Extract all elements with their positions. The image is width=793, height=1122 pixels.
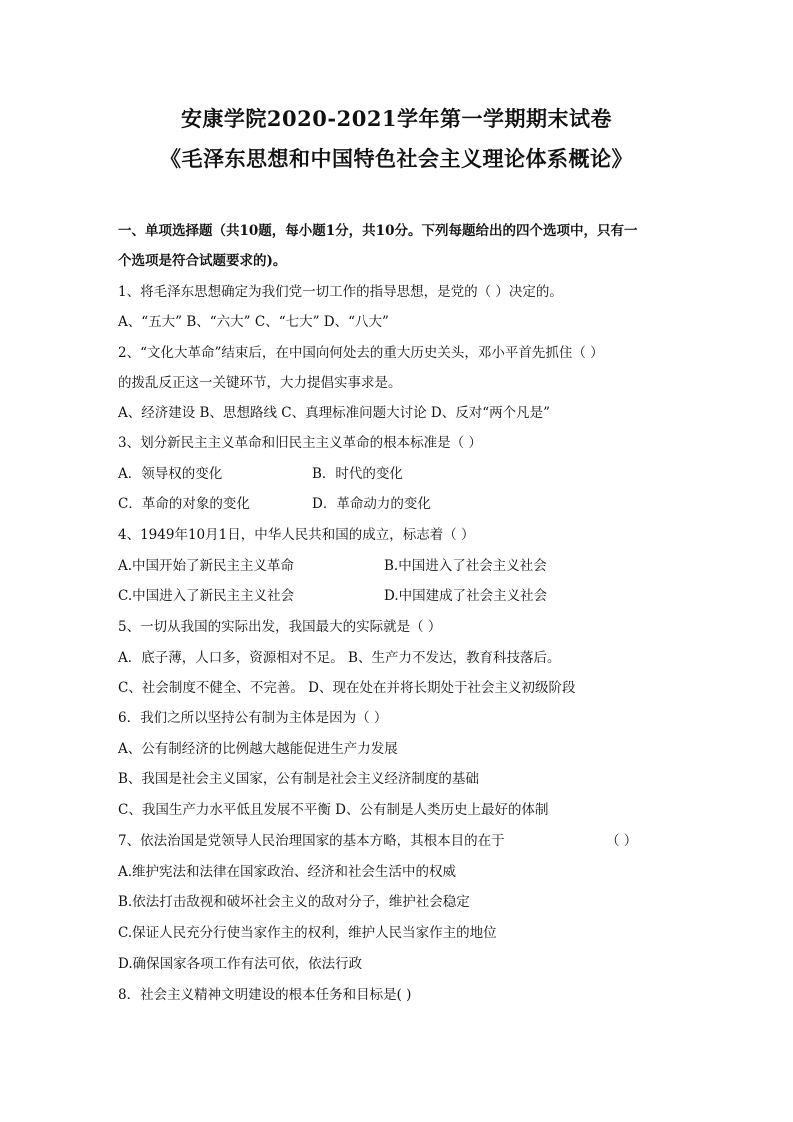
q4-option-c: C.中国进入了新民主主义社会: [118, 588, 295, 604]
q5-options-line2: C、社会制度不健全、不完善。 D、现在处在并将长期处于社会主义初级阶段: [118, 680, 576, 696]
q7-option-d: D.确保国家各项工作有法可依，依法行政: [118, 956, 363, 972]
q7-option-a: A.维护宪法和法律在国家政治、经济和社会生活中的权威: [118, 864, 457, 880]
q4-option-b: B.中国进入了社会主义社会: [384, 558, 547, 574]
q6-option-b: B、我国是社会主义国家，公有制是社会主义经济制度的基础: [118, 771, 479, 787]
section-heading-line2: 个选项是符合试题要求的)。: [118, 253, 287, 269]
q4-option-d: D.中国建成了社会主义社会: [384, 588, 548, 604]
q3-option-d: D．革命动力的变化: [312, 496, 431, 512]
q2-stem-line2: 的拨乱反正这一关键环节，大力提倡实事求是。: [118, 375, 402, 391]
q2-options: A、经济建设 B、思想路线 C、真理标准问题大讨论 D、反对“两个凡是”: [118, 405, 550, 421]
q7-option-b: B.依法打击敌视和破坏社会主义的敌对分子，维护社会稳定: [118, 894, 470, 910]
q1-options: A、“五大” B、“六大” C、“七大” D、“八大”: [118, 314, 389, 330]
section-heading-line1: 一、单项选择题（共10题，每小题1分，共10分。下列每题给出的四个选项中，只有一: [118, 223, 638, 239]
q7-option-c: C.保证人民充分行使当家作主的权利，维护人民当家作主的地位: [118, 925, 497, 941]
q3-option-c: C．革命的对象的变化: [118, 496, 250, 512]
q6-stem: 6．我们之所以坚持公有制为主体是因为（ ）: [118, 710, 388, 726]
exam-title: 安康学院2020-2021学年第一学期期末试卷: [180, 106, 613, 131]
q5-options-line1: A．底子薄，人口多，资源相对不足。 B、生产力不发达，教育科技落后。: [118, 650, 561, 666]
q1-stem: 1、将毛泽东思想确定为我们党一切工作的指导思想，是党的（ ）决定的。: [118, 284, 563, 300]
q7-answer-paren: （ ）: [606, 833, 638, 849]
q3-option-b: B．时代的变化: [312, 466, 403, 482]
q4-stem: 4、1949年10月1日，中华人民共和国的成立，标志着（ ）: [118, 527, 475, 543]
q2-stem-line1: 2、“文化大革命”结束后，在中国向何处去的重大历史关头，邓小平首先抓住（ ）: [118, 345, 604, 361]
course-title: 《毛泽东思想和中国特色社会主义理论体系概论》: [160, 146, 633, 171]
q3-stem: 3、划分新民主主义革命和旧民主主义革命的根本标准是（ ）: [118, 435, 482, 451]
q3-option-a: A．领导权的变化: [118, 466, 223, 482]
q6-options-cd: C、我国生产力水平低且发展不平衡 D、公有制是人类历史上最好的体制: [118, 802, 549, 818]
q4-option-a: A.中国开始了新民主主义革命: [118, 558, 295, 574]
q6-option-a: A、公有制经济的比例越大越能促进生产力发展: [118, 741, 398, 757]
q8-stem: 8．社会主义精神文明建设的根本任务和目标是( ): [118, 987, 412, 1003]
q7-stem: 7、依法治国是党领导人民治理国家的基本方略，其根本目的在于: [118, 833, 505, 849]
q5-stem: 5、一切从我国的实际出发，我国最大的实际就是（ ）: [118, 619, 442, 635]
